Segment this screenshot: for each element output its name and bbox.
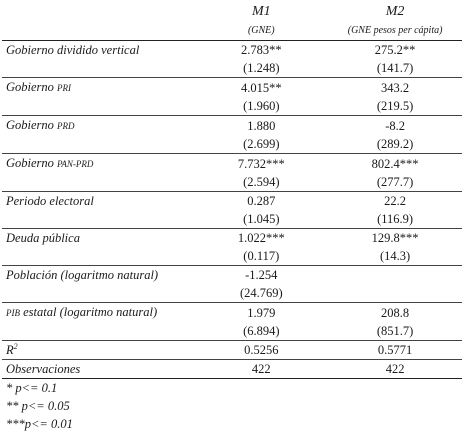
row-label: Deuda pública (2, 229, 194, 248)
footnote: ***p<= 0.01 (6, 417, 73, 431)
m1-se: (1.045) (243, 212, 280, 226)
table-row-se (2, 173, 462, 192)
m1-se: (1.248) (243, 61, 280, 75)
m1-coef: -1.254 (194, 266, 328, 285)
m2-se: (277.7) (376, 175, 414, 189)
table-row (2, 266, 462, 285)
table-row-se (2, 284, 462, 303)
table-row (2, 303, 462, 323)
table-row-se (2, 59, 462, 78)
m1-observations: 422 (194, 360, 328, 379)
m2-se: (141.7) (376, 61, 414, 75)
m1-se: (1.960) (243, 99, 280, 113)
m1-coef: 4.015** (194, 78, 328, 98)
m2-observations: 422 (328, 360, 462, 379)
subheader-row (2, 21, 462, 41)
footnote-row (2, 379, 462, 398)
r-squared-label: $R^2$ (2, 341, 194, 360)
table-row-se (2, 322, 462, 341)
m1-se: (0.117) (243, 249, 280, 263)
row-label: PIB estatal (logaritmo natural) (2, 303, 194, 323)
row-label: Gobierno PRD (2, 116, 194, 136)
model-2-header: M2 (385, 3, 405, 19)
m1-se: (6.894) (243, 324, 280, 338)
row-label: Población (logaritmo natural) (2, 266, 194, 285)
observations-label: Observaciones (2, 360, 194, 379)
table-row-se (2, 247, 462, 266)
table-row-se (2, 97, 462, 116)
model-1-subheader: (GNE) (247, 24, 275, 36)
model-2-subheader: (GNE pesos per cápita) (347, 24, 443, 36)
m1-se: (2.594) (243, 175, 280, 189)
m1-coef: 1.022*** (194, 229, 328, 248)
m2-se: (14.3) (379, 249, 411, 263)
footnote: ** p<= 0.05 (6, 399, 70, 413)
m1-coef: 1.880 (194, 116, 328, 136)
m1-r-squared: 0.5256 (194, 341, 328, 360)
footnote-row (2, 415, 462, 433)
model-1-header: M1 (251, 3, 271, 19)
m1-coef: 2.783** (194, 41, 328, 60)
m2-se: (851.7) (376, 324, 414, 338)
table-row (2, 78, 462, 98)
regression-table (2, 2, 462, 433)
header-row (2, 2, 462, 21)
table-row (2, 41, 462, 60)
m2-se (328, 284, 462, 303)
table-row (2, 229, 462, 248)
table-row-se (2, 135, 462, 154)
m2-coef: 802.4*** (328, 154, 462, 174)
m2-coef: -8.2 (328, 116, 462, 136)
footnote: * p<= 0.1 (6, 381, 58, 395)
row-label: Gobierno PRI (2, 78, 194, 98)
observations-row (2, 360, 462, 379)
row-label: Periodo electoral (2, 192, 194, 211)
m2-coef: 275.2** (328, 41, 462, 60)
m1-coef: 1.979 (194, 303, 328, 323)
r-squared-row (2, 341, 462, 360)
m2-coef (328, 266, 462, 285)
m2-se: (116.9) (377, 212, 414, 226)
row-label: Gobierno dividido vertical (2, 41, 194, 60)
m1-se: (2.699) (243, 137, 280, 151)
m2-se: (219.5) (376, 99, 414, 113)
row-label: Gobierno PAN-PRD (2, 154, 194, 174)
m2-se: (289.2) (376, 137, 414, 151)
m1-coef: 7.732*** (194, 154, 328, 174)
m2-coef: 208.8 (328, 303, 462, 323)
footnote-row (2, 397, 462, 415)
m2-r-squared: 0.5771 (328, 341, 462, 360)
m2-coef: 129.8*** (328, 229, 462, 248)
table-row (2, 116, 462, 136)
table-row-se (2, 210, 462, 229)
m1-se: (24.769) (239, 286, 283, 300)
table-row (2, 154, 462, 174)
m1-coef: 0.287 (194, 192, 328, 211)
m2-coef: 343.2 (328, 78, 462, 98)
table-row (2, 192, 462, 211)
m2-coef: 22.2 (328, 192, 462, 211)
